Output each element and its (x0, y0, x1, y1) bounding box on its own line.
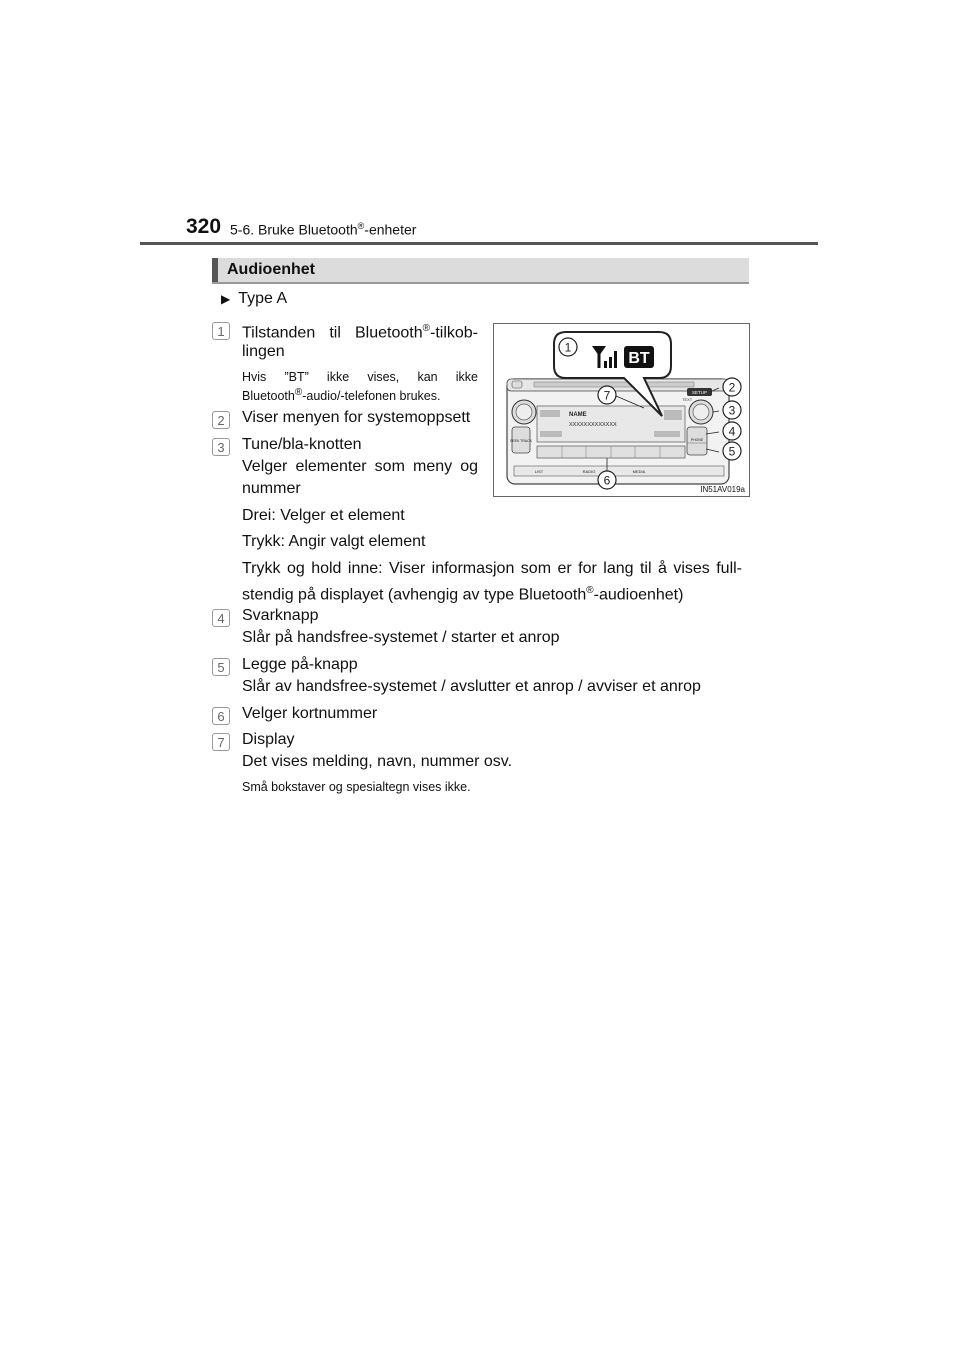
item-3-turn: Drei: Velger et element (242, 507, 405, 524)
bt-icon-label: BT (628, 350, 650, 367)
display-left-block (540, 431, 562, 437)
header-rule (140, 242, 818, 245)
radio-button-label: RADIO (582, 469, 596, 474)
callout-3-label: 3 (728, 403, 736, 418)
callout-1-label: 1 (564, 340, 572, 355)
item-number-7: 7 (212, 733, 230, 751)
item-number-3: 3 (212, 438, 230, 456)
audio-unit-figure (493, 323, 750, 497)
display-phone-tag (540, 410, 560, 417)
page-number: 320 (186, 215, 222, 238)
callout-6 (598, 471, 616, 489)
section-marker (212, 258, 218, 282)
item-3-hold1: Trykk og hold inne: Viser informasjon som er for lang til å vises full- (242, 560, 742, 577)
bottom-button-row (514, 466, 724, 476)
item-6-title: Velger kortnummer (242, 705, 378, 722)
item-1-line1-pre: Tilstanden til Bluetooth (242, 324, 423, 342)
item-2-title: Viser menyen for systemoppsett (242, 409, 471, 426)
item-number-4: 4 (212, 609, 230, 627)
item-3-title: Tune/bla-knotten (242, 436, 362, 453)
tune-scroll-knob-inner (693, 404, 709, 420)
item-1-note2 (242, 385, 440, 404)
setup-button-label: SETUP (691, 390, 708, 395)
audio-unit-illustration (494, 324, 749, 496)
seek-track-label: SEEK TRACK (509, 439, 533, 443)
display-right-block (654, 431, 680, 437)
item-3-hold2-post: -audioenhet) (593, 586, 684, 604)
callout-7 (598, 386, 616, 404)
breadcrumb (230, 221, 416, 238)
callout-6-label: 6 (603, 473, 611, 488)
callout-2-label: 2 (728, 380, 736, 395)
item-7-desc: Det vises melding, navn, nummer osv. (242, 753, 513, 770)
item-4-desc: Slår på handsfree-systemet / starter et anrop (242, 629, 560, 646)
item-1-note2-sup: ® (294, 387, 303, 398)
media-button-label: MEDIA (632, 469, 646, 474)
callout-1 (559, 338, 577, 356)
phone-button-label: PHONE (690, 438, 704, 442)
display-signal-block (664, 410, 682, 420)
item-3-desc2: nummer (242, 480, 301, 497)
item-3-hold2 (242, 580, 683, 606)
item-3-hold2-pre: stendig på displayet (avhengig av type Bluetooth (242, 586, 587, 604)
item-1-line1-sup: ® (422, 323, 430, 334)
triangle-bullet-icon: ▶ (221, 292, 231, 306)
item-5-title: Legge på-knapp (242, 656, 358, 673)
item-1-note2-post: -audio/-telefonen brukes. (302, 389, 441, 404)
item-number-5: 5 (212, 658, 230, 676)
callout-4 (723, 422, 741, 440)
item-1-note1: Hvis ”BT” ikke vises, kan ikke (242, 370, 478, 384)
section-title: Audioenhet (227, 261, 315, 278)
item-1-line2: lingen (242, 343, 285, 360)
item-5-desc: Slår av handsfree-systemet / avslutter et anrop / avviser et anrop (242, 678, 701, 695)
item-3-press: Trykk: Angir valgt element (242, 533, 426, 550)
item-3-desc1: Velger elementer som meny og (242, 458, 478, 475)
display-name: NAME (569, 412, 587, 418)
list-button-label: LIST (534, 469, 544, 474)
callout-5-label: 5 (728, 444, 736, 459)
item-7-title: Display (242, 731, 295, 748)
item-3-hold2-sup: ® (586, 585, 594, 596)
breadcrumb-pre: 5-6. Bruke Bluetooth (230, 221, 358, 238)
power-volume-knob-inner (516, 404, 532, 420)
callout-7-label: 7 (603, 388, 611, 403)
cd-slot (534, 382, 694, 387)
display-value: XXXXXXXXXXXXX (569, 422, 617, 428)
callout-5 (723, 442, 741, 460)
callout-4-label: 4 (728, 424, 736, 439)
item-1-line1-post: -tilkob- (429, 324, 478, 342)
breadcrumb-post: -enheter (364, 221, 417, 238)
type-label (221, 290, 287, 308)
item-1-note2-pre: Bluetooth (242, 389, 295, 404)
figure-caption: IN51AV019a (700, 485, 745, 494)
callout-3 (723, 401, 741, 419)
item-number-1: 1 (212, 322, 230, 340)
item-number-2: 2 (212, 411, 230, 429)
type-label-text: Type A (238, 290, 288, 307)
eject-button (512, 381, 522, 388)
item-7-note: Små bokstaver og spesialtegn vises ikke. (242, 780, 471, 794)
callout-2 (723, 378, 741, 396)
breadcrumb-sup: ® (357, 221, 365, 231)
item-4-title: Svarknapp (242, 607, 319, 624)
section-header (212, 258, 749, 284)
item-number-6: 6 (212, 707, 230, 725)
text-button-label: TEXT (682, 397, 693, 402)
